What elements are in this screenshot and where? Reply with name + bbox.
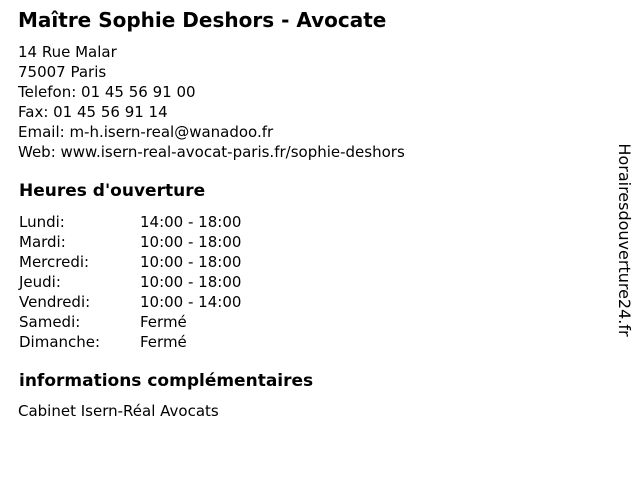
hours-row-monday	[19, 212, 241, 232]
day-label: Vendredi:	[19, 293, 91, 311]
day-label: Mardi:	[19, 233, 66, 251]
hours-row-saturday	[19, 312, 241, 332]
email-line: Email: m-h.isern-real@wanadoo.fr	[18, 123, 274, 141]
phone-line: Telefon: 01 45 56 91 00	[18, 83, 196, 101]
hours-row-wednesday	[19, 252, 241, 272]
day-label: Jeudi:	[19, 273, 61, 291]
day-hours: Fermé	[140, 313, 187, 331]
opening-hours-heading: Heures d'ouverture	[19, 181, 206, 201]
day-hours: 10:00 - 18:00	[140, 253, 242, 271]
day-hours: 14:00 - 18:00	[140, 213, 242, 231]
day-hours: Fermé	[140, 333, 187, 351]
site-watermark: Horairesdouverture24.fr	[615, 143, 634, 337]
contact-block	[18, 42, 405, 162]
opening-hours-table	[19, 212, 241, 352]
address-line-1: 14 Rue Malar	[18, 43, 117, 61]
day-hours: 10:00 - 18:00	[140, 273, 242, 291]
day-label: Dimanche:	[19, 333, 101, 351]
hours-row-friday	[19, 292, 241, 312]
address-line-2: 75007 Paris	[18, 63, 107, 81]
hours-row-sunday	[19, 332, 241, 352]
day-label: Mercredi:	[19, 253, 90, 271]
day-hours: 10:00 - 18:00	[140, 233, 242, 251]
day-hours: 10:00 - 14:00	[140, 293, 242, 311]
web-line: Web: www.isern-real-avocat-paris.fr/sophie-deshors	[18, 143, 405, 161]
day-label: Lundi:	[19, 213, 65, 231]
page-title: Maître Sophie Deshors - Avocate	[18, 8, 387, 32]
additional-info-heading: informations complémentaires	[19, 371, 314, 391]
hours-row-thursday	[19, 272, 241, 292]
additional-info-text: Cabinet Isern-Réal Avocats	[18, 402, 219, 420]
day-label: Samedi:	[19, 313, 81, 331]
fax-line: Fax: 01 45 56 91 14	[18, 103, 168, 121]
hours-row-tuesday	[19, 232, 241, 252]
